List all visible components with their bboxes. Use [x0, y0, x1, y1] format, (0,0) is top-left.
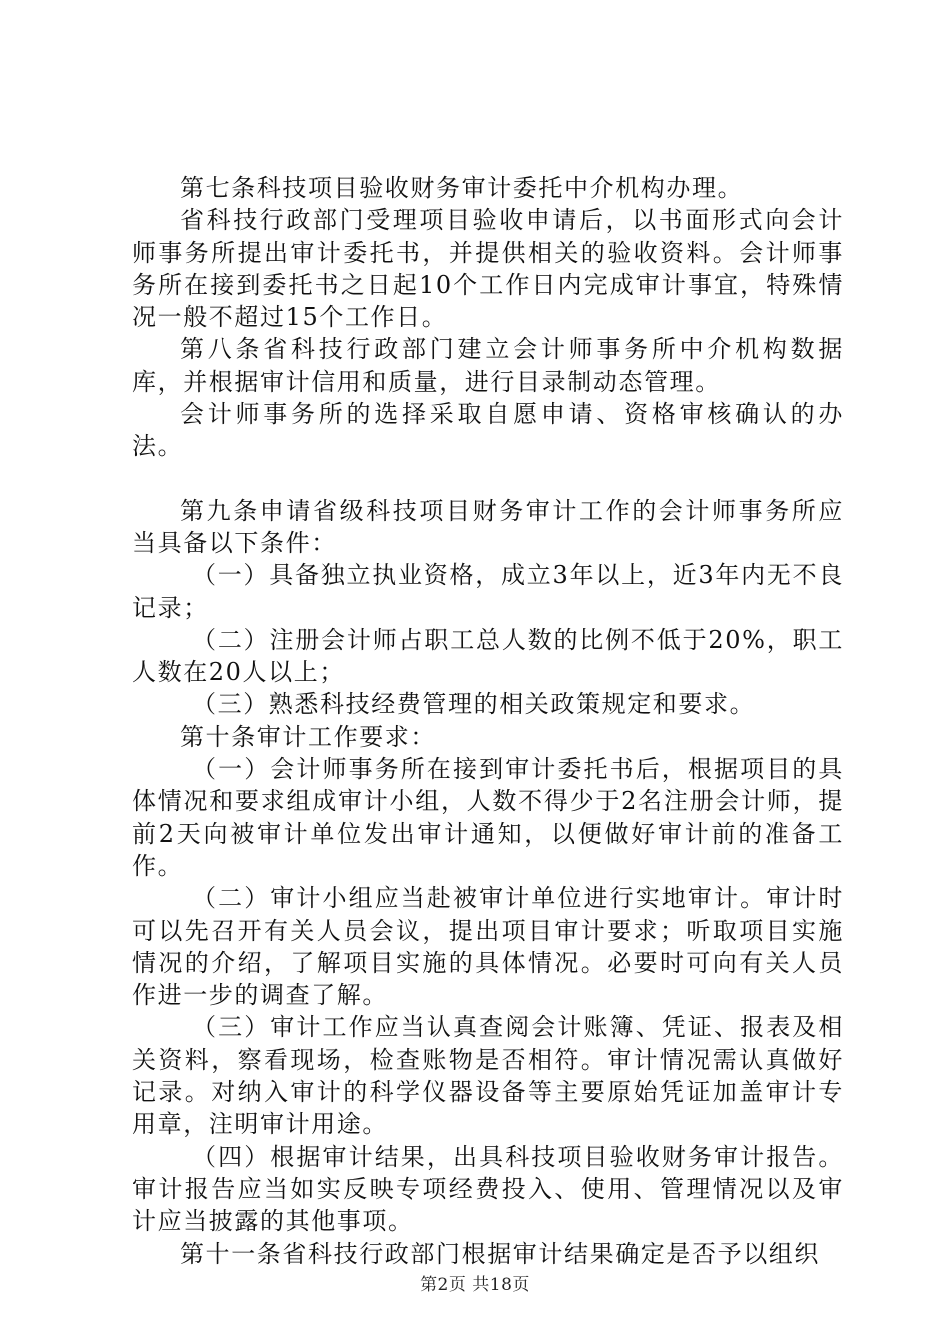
- page-footer: [0, 1270, 950, 1295]
- article-10: 第十条审计工作要求：: [180, 722, 436, 751]
- article-10-item-4: （四）根据审计结果，出具科技项目验收财务审计报告。审计报告应当如实反映专项经费投入、使用、管理情况以及审计应当披露的其他事项。: [132, 1142, 844, 1236]
- page-number: 第2页 共18页: [420, 1275, 530, 1295]
- article-10-item-2: （二）审计小组应当赴被审计单位进行实地审计。审计时可以先召开有关人员会议，提出项目审计要求；听取项目实施情况的介绍，了解项目实施的具体情况。必要时可向有关人员作进一步的调查了解。: [132, 884, 844, 1010]
- document-body: [132, 172, 844, 1270]
- article-10-item-1: （一）会计师事务所在接到审计委托书后，根据项目的具体情况和要求组成审计小组，人数不得少于2名注册会计师，提前2天向被审计单位发出审计通知，以便做好审计前的准备工作。: [132, 755, 844, 880]
- article-8-body: 会计师事务所的选择采取自愿申请、资格审核确认的办法。: [132, 400, 844, 461]
- article-10-item-3: （三）审计工作应当认真查阅会计账簿、凭证、报表及相关资料，察看现场，检查账物是否相符。审计情况需认真做好记录。对纳入审计的科学仪器设备等主要原始凭证加盖审计专用章，注明审计用途。: [132, 1013, 844, 1139]
- article-7-body: 省科技行政部门受理项目验收申请后，以书面形式向会计师事务所提出审计委托书，并提供相关的验收资料。会计师事务所在接到委托书之日起10个工作日内完成审计事宜，特殊情况一般不超过15个工作日。: [132, 206, 844, 332]
- article-8: 第八条省科技行政部门建立会计师事务所中介机构数据库，并根据审计信用和质量，进行目录制动态管理。: [132, 335, 844, 396]
- article-9: 第九条申请省级科技项目财务审计工作的会计师事务所应当具备以下条件：: [132, 496, 844, 557]
- article-9-item-1: （一）具备独立执业资格，成立3年以上，近3年内无不良记录；: [132, 561, 844, 622]
- article-7: 第七条科技项目验收财务审计委托中介机构办理。: [180, 174, 744, 202]
- article-9-item-2: （二）注册会计师占职工总人数的比例不低于20%，职工人数在20人以上；: [132, 625, 844, 687]
- article-9-item-3: （三）熟悉科技经费管理的相关政策规定和要求。: [192, 690, 756, 719]
- article-11: 第十一条省科技行政部门根据审计结果确定是否予以组织: [180, 1239, 820, 1268]
